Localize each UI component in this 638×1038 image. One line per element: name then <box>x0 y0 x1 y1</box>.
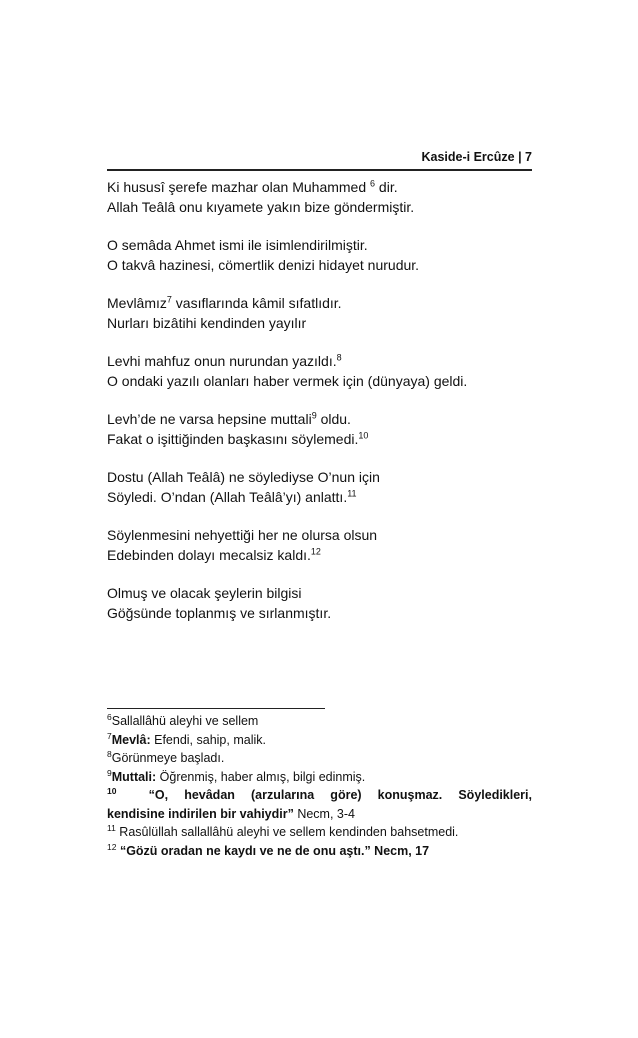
footnote-number: 6 <box>107 711 112 722</box>
verse-line <box>107 293 537 313</box>
footnote-term: Mevlâ: <box>111 732 151 747</box>
footnote-8 <box>107 749 532 768</box>
verse-text: Fakat o işittiğinden başkasını söylemedi. <box>107 431 359 447</box>
verse-line <box>107 487 537 507</box>
verse-text: Ki hususî şerefe mazhar olan Muhammed <box>107 179 371 195</box>
verse-line: Nurları bizâtihi kendinden yayılır <box>107 315 307 331</box>
running-header: Kaside-i Ercûze | 7 <box>421 150 532 164</box>
footnote-text: Rasûlüllah sallallâhü aleyhi ve sellem kendinden bahsetmedi. <box>115 825 459 839</box>
stanza-4 <box>107 351 537 391</box>
footnote-text: Öğrenmiş, haber almış, bilgi edinmiş. <box>156 769 366 784</box>
verse-line <box>107 409 537 429</box>
footnote-ref[interactable]: 12 <box>310 546 321 557</box>
footnote-text: Efendi, sahip, malik. <box>150 732 266 747</box>
verse-line: O ondaki yazılı olanları haber vermek için (dünyaya) geldi. <box>107 373 468 389</box>
stanza-2 <box>107 235 537 275</box>
footnote-11 <box>107 823 532 842</box>
verse-line <box>107 177 537 197</box>
verse-text: dir. <box>375 179 398 195</box>
footnote-12 <box>107 842 532 861</box>
footnote-6 <box>107 712 532 731</box>
verse-line: Dostu (Allah Teâlâ) ne söylediyse O’nun için <box>107 469 380 485</box>
footnote-quote: kendisine indirilen bir vahiydir” <box>107 806 294 821</box>
footnote-ref[interactable]: 9 <box>311 410 317 421</box>
verse-text: Levhi mahfuz onun nurundan yazıldı. <box>107 353 337 369</box>
footnote-divider <box>107 708 325 709</box>
footnote-ref[interactable]: 7 <box>166 294 172 305</box>
verse-line: Allah Teâlâ onu kıyamete yakın bize göndermiştir. <box>107 199 415 215</box>
verse-line: Olmuş ve olacak şeylerin bilgisi <box>107 585 302 601</box>
footnote-number: 10 <box>107 785 117 796</box>
footnote-10-line-1 <box>107 786 532 805</box>
footnotes <box>107 712 532 860</box>
verse-text: Söyledi. O’ndan (Allah Teâlâ’yı) anlattı. <box>107 489 348 505</box>
footnote-10-line-2 <box>107 805 532 824</box>
footnote-number: 8 <box>107 748 112 759</box>
footnote-quote: “O, hevâdan (arzularına göre) konuşmaz. Söyledikleri, <box>148 788 532 802</box>
stanza-7 <box>107 525 537 565</box>
verse-text: oldu. <box>316 411 351 427</box>
header-divider <box>107 169 532 171</box>
footnote-text: Görünmeye başladı. <box>111 751 225 765</box>
verse-line <box>107 351 537 371</box>
verse-text: Mevlâmız <box>107 295 167 311</box>
footnote-ref[interactable]: 10 <box>358 430 369 441</box>
verse-text: Levh’de ne varsa hepsine muttali <box>107 411 312 427</box>
poem-body <box>107 177 537 641</box>
stanza-5 <box>107 409 537 449</box>
footnote-7 <box>107 731 532 750</box>
footnote-number: 7 <box>107 730 112 741</box>
footnote-text: Sallallâhü aleyhi ve sellem <box>111 714 259 728</box>
verse-line: O semâda Ahmet ismi ile isimlendirilmiştir. <box>107 237 368 253</box>
verse-text: Edebinden dolayı mecalsiz kaldı. <box>107 547 311 563</box>
footnote-number: 12 <box>107 841 117 852</box>
footnote-ref[interactable]: 8 <box>336 352 342 363</box>
footnote-reference: Necm, 3-4 <box>293 806 355 821</box>
footnote-number: 11 <box>107 822 116 833</box>
verse-text: vasıflarında kâmil sıfatlıdır. <box>171 295 342 311</box>
stanza-6 <box>107 467 537 507</box>
verse-line <box>107 545 537 565</box>
verse-line <box>107 429 537 449</box>
verse-line: O takvâ hazinesi, cömertlik denizi hidayet nurudur. <box>107 257 420 273</box>
footnote-ref[interactable]: 11 <box>347 488 357 499</box>
stanza-3 <box>107 293 537 333</box>
stanza-1 <box>107 177 537 217</box>
verse-line: Söylenmesini nehyettiği her ne olursa olsun <box>107 527 378 543</box>
footnote-term: Muttali: <box>111 769 157 784</box>
stanza-8 <box>107 583 537 623</box>
footnote-ref[interactable]: 6 <box>370 178 376 189</box>
footnote-9 <box>107 768 532 787</box>
footnote-number: 9 <box>107 767 112 778</box>
footnote-text: “Gözü oradan ne kaydı ve ne de onu aştı.” Necm, 17 <box>119 843 430 858</box>
verse-line: Göğsünde toplanmış ve sırlanmıştır. <box>107 605 332 621</box>
